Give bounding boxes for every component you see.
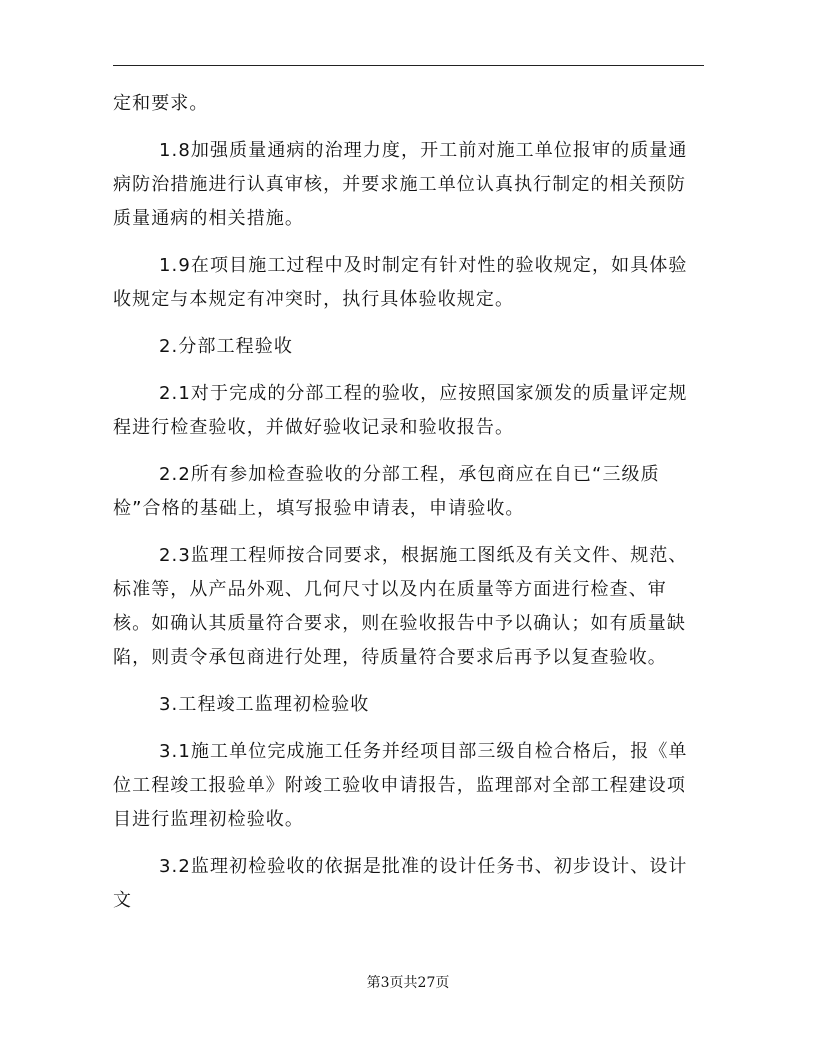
paragraph: 1.8加强质量通病的治理力度，开工前对施工单位报审的质量通病防治措施进行认真审核，并要求施工单位认真执行制定的相关预防质量通病的相关措施。: [113, 140, 688, 229]
paragraph: 3.1施工单位完成施工任务并经项目部三级自检合格后，报《单位工程竣工报验单》附竣工验收申请报告，监理部对全部工程建设项目进行监理初检验收。: [113, 741, 688, 830]
document-body: [113, 87, 705, 931]
paragraph: 定和要求。: [113, 93, 209, 114]
section-heading: 3.工程竣工监理初检验收: [159, 694, 370, 715]
page-footer: 第3页共27页: [366, 975, 450, 991]
paragraph: 2.3监理工程师按合同要求，根据施工图纸及有关文件、规范、标准等，从产品外观、几何尺寸以及内在质量等方面进行检查、审核。如确认其质量符合要求，则在验收报告中予以确认；如有质量缺陷，则责令承包商进行处理，待质量符合要求后再予以复查验收。: [113, 545, 688, 668]
paragraph: 2.1对于完成的分部工程的验收，应按照国家颁发的质量评定规程进行检查验收，并做好验收记录和验收报告。: [113, 383, 688, 438]
paragraph: 3.2监理初检验收的依据是批准的设计任务书、初步设计、设计文: [113, 856, 688, 911]
paragraph: 2.2所有参加检查验收的分部工程，承包商应在自已“三级质检”合格的基础上，填写报验申请表，申请验收。: [113, 464, 660, 519]
paragraph: 1.9在项目施工过程中及时制定有针对性的验收规定，如具体验收规定与本规定有冲突时，执行具体验收规定。: [113, 255, 688, 310]
section-heading: 2.分部工程验收: [159, 336, 293, 357]
header-rule: [113, 65, 704, 66]
